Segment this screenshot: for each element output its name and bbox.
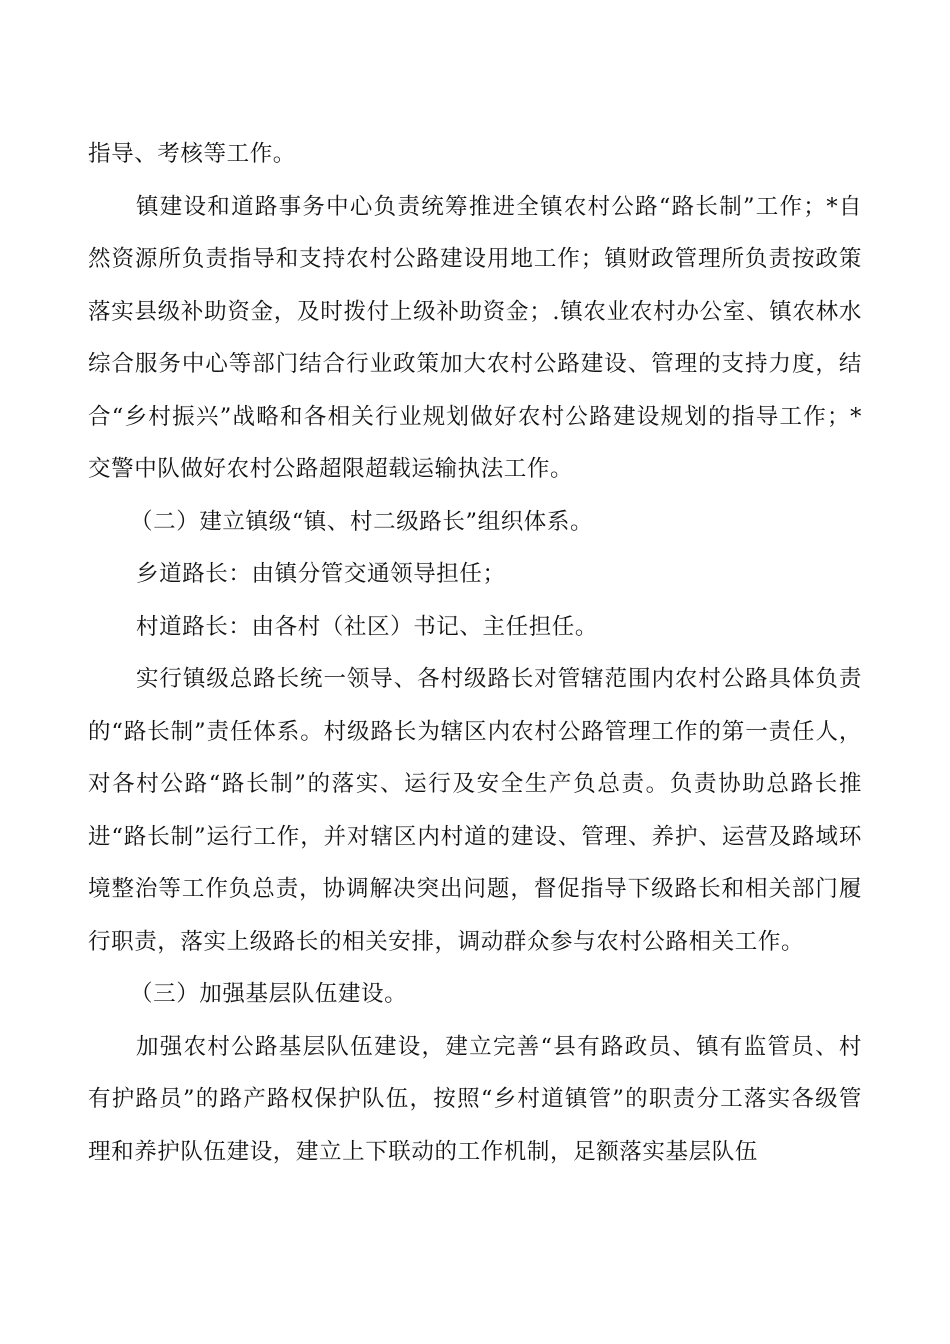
paragraph-village-road-chief: 村道路长：由各村（社区）书记、主任担任。 [136,613,599,640]
document-body [88,128,862,1178]
section-heading-3: （三）加强基层队伍建设。 [130,981,408,1007]
paragraph-responsibilities: 镇建设和道路事务中心负责统筹推进全镇农村公路“路长制”工作；*自然资源所负责指导和支持农村公路建设用地工作；镇财政管理所负责按政策落实县级补助资金，及时拨付上级补助资金；.镇农业农村办公室、镇农林水综合服务中心等部门结合行业政策加大农村公路建设、管理的支持力度，结合“乡村振兴”战略和各相关行业规划做好农村公路建设规划的指导工作；*交警中队做好农村公路超限超载运输执法工作。 [88,193,862,482]
section-heading-2: （二）建立镇级“镇、村二级路长”组织体系。 [130,508,594,535]
paragraph-team-building: 加强农村公路基层队伍建设，建立完善“县有路政员、镇有监管员、村有护路员”的路产路权保护队伍，按照“乡村道镇管”的职责分工落实各级管理和养护队伍建设，建立上下联动的工作机制，足额落实基层队伍 [88,1033,862,1165]
paragraph-responsibility-system: 实行镇级总路长统一领导、各村级路长对管辖范围内农村公路具体负责的“路长制”责任体系。村级路长为辖区内农村公路管理工作的第一责任人，对各村公路“路长制”的落实、运行及安全生产负总责。负责协助总路长推进“路长制”运行工作，并对辖区内村道的建设、管理、养护、运营及路域环境整治等工作负总责，协调解决突出问题，督促指导下级路长和相关部门履行职责，落实上级路长的相关安排，调动群众参与农村公路相关工作。 [88,666,862,955]
paragraph-continuation: 指导、考核等工作。 [88,141,296,167]
paragraph-township-road-chief: 乡道路长：由镇分管交通领导担任； [136,561,506,587]
